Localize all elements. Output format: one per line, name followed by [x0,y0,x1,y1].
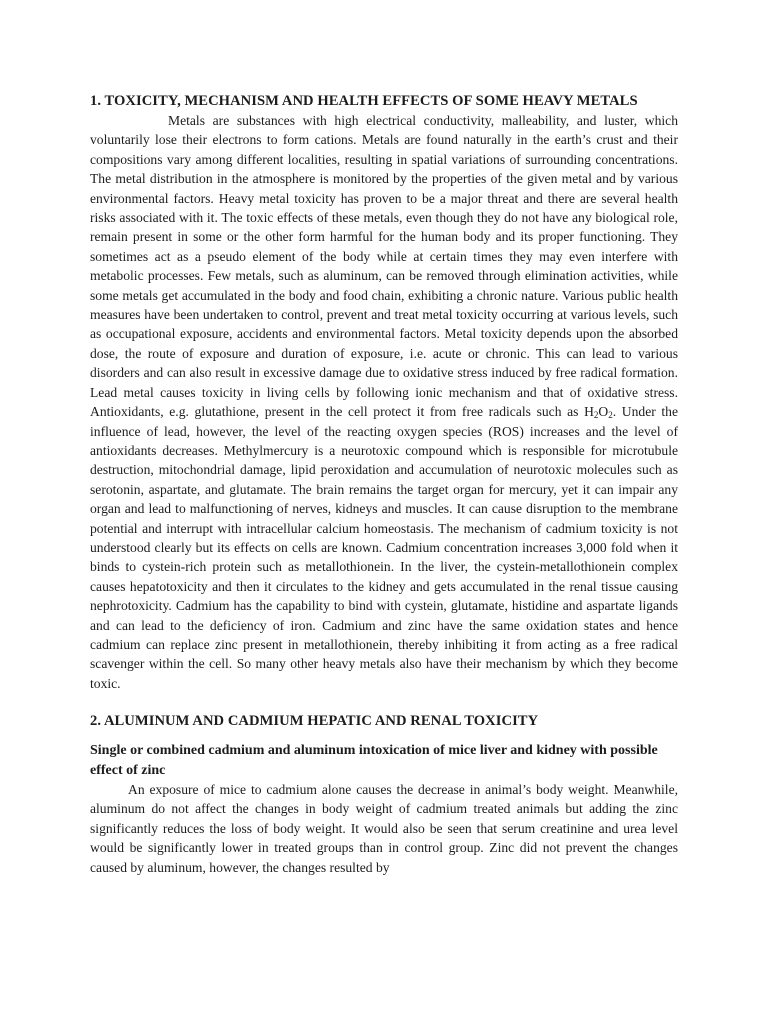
section-2-paragraph: An exposure of mice to cadmium alone causes the decrease in animal’s body weight. Meanwhile, aluminum do not affect the changes in body weight of cadmium treated animals but adding the zinc significantly reduces the loss of body weight. It would also be seen that serum creatinine and urea level would be significantly lower in treated groups than in control group. Zinc did not prevent the changes caused by aluminum, however, the changes resulted by [90,782,678,875]
section-1-text-part-1: Metals are substances with high electrical conductivity, malleability, and luster, which voluntarily lose their electrons to form cations. Metals are found naturally in the earth’s crust and their compositions vary among different localities, resulting in spatial variations of surrounding concentrations. The metal distribution in the atmosphere is monitored by the properties of the given metal and by various environmental factors. Heavy metal toxicity has proven to be a major threat and there are several health risks associated with it. The toxic effects of these metals, even though they do not have any biological role, remain present in some or the other form harmful for the human body and its proper functioning. They sometimes act as a pseudo element of the body while at certain times they may even interfere with metabolic processes. Few metals, such as aluminum, can be removed through elimination activities, while some metals get accumulated in the body and food chain, exhibiting a chronic nature. Various public health measures have been undertaken to control, prevent and treat metal toxicity occurring at various levels, such as occupational exposure, accidents and environmental factors. Metal toxicity depends upon the absorbed dose, the route of exposure and duration of exposure, i.e. acute or chronic. This can lead to various disorders and can also result in excessive damage due to oxidative stress induced by free radical formation. Lead metal causes toxicity in living cells by following ionic mechanism and that of oxidative stress. Antioxidants, e.g. glutathione, present in the cell protect it from free radicals such as [90,113,678,420]
formula-subscript-2: 2 [608,410,613,421]
section-spacer-2 [90,731,678,741]
document-content [90,92,678,877]
formula-h: H [584,404,594,420]
section-1-text-part-2: . Under the influence of lead, however, the level of the reacting oxygen species (ROS) increases and the level of antioxidants decreases. Methylmercury is a neurotoxic compound which is responsible for microtubule destruction, mitochondrial damage, lipid peroxidation and accumulation of neurotoxic molecules such as serotonin, aspartate, and glutamate. The brain remains the target organ for mercury, yet it can impair any organ and lead to malfunctioning of nerves, kidneys and muscles. It can cause disruption to the membrane potential and interrupt with intracellular calcium homeostasis. The mechanism of cadmium toxicity is not understood clearly but its effects on cells are known. Cadmium concentration increases 3,000 fold when it binds to cystein-rich protein such as metallothionein. In the liver, the cystein-metallothionein complex causes hepatotoxicity and then it circulates to the kidney and gets accumulated in the renal tissue causing nephrotoxicity. Cadmium has the capability to bind with cystein, glutamate, histidine and aspartate ligands and can lead to the deficiency of iron. Cadmium and zinc have the same oxidation states and hence cadmium can replace zinc present in metallothionein, thereby inhibiting it from acting as a free radical scavenger within the cell. So many other heavy metals also have their mechanism by which they become toxic. [90,404,678,691]
section-1-paragraph [90,111,678,693]
formula-subscript-1: 2 [593,410,599,421]
formula-o: O [598,404,609,420]
section-spacer [90,693,678,712]
section-2-heading: 2. ALUMINUM AND CADMIUM HEPATIC AND RENAL TOXICITY [90,713,539,730]
hydrogen-peroxide-formula [584,404,613,419]
section-2-subheading: Single or combined cadmium and aluminum intoxication of mice liver and kidney with possible effect of zinc [90,743,658,778]
section-1-heading: 1. TOXICITY, MECHANISM AND HEALTH EFFECTS OF SOME HEAVY METALS [90,93,638,109]
